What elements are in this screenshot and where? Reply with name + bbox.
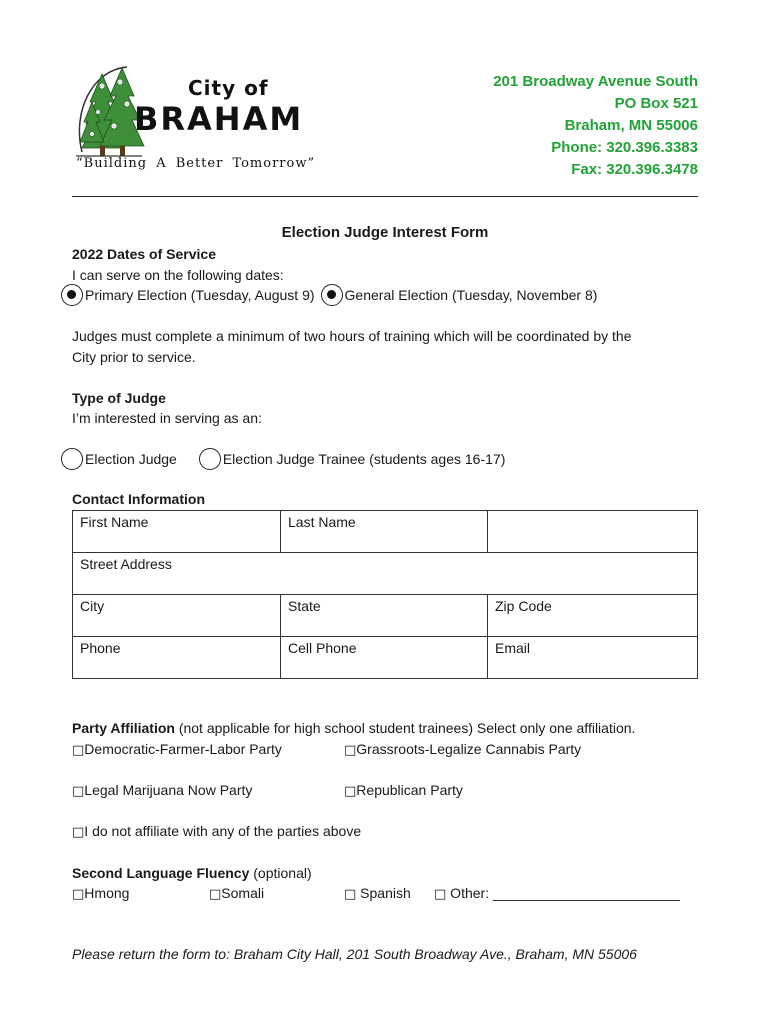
judge-type-options (61, 448, 505, 470)
form-title: Election Judge Interest Form (281, 224, 489, 241)
address-line-street: 201 Broadway Avenue South (493, 73, 698, 90)
checkbox-icon[interactable]: □ (72, 784, 85, 799)
address-line-city: Braham, MN 55006 (564, 117, 698, 134)
party-note: (not applicable for high school student trainees) Select only one affiliation. (174, 720, 636, 736)
language-option-somali[interactable] (209, 885, 264, 902)
table-row (73, 511, 698, 553)
party-option-label: Grassroots-Legalize Cannabis Party (356, 741, 582, 757)
address-line-fax: Fax: 320.396.3478 (571, 161, 698, 178)
zip-code-field[interactable]: Zip Code (488, 595, 698, 637)
city-field[interactable]: City (73, 595, 281, 637)
language-heading: Second Language Fluency (72, 865, 250, 881)
training-note (72, 326, 632, 368)
language-option-label: Spanish (356, 885, 411, 901)
city-address-block (493, 71, 698, 181)
checkbox-icon[interactable]: □ (209, 887, 222, 902)
checkbox-icon[interactable]: □ (72, 825, 85, 840)
phone-field[interactable]: Phone (73, 637, 281, 679)
training-note-line-2: City prior to service. (72, 349, 196, 365)
party-option-republican[interactable] (344, 782, 463, 799)
party-option-legal-marijuana[interactable] (72, 782, 252, 799)
party-option-grassroots[interactable] (344, 741, 581, 758)
checkbox-icon[interactable]: □ (434, 887, 447, 902)
primary-election-radio[interactable] (61, 284, 83, 306)
checkbox-icon[interactable]: □ (344, 743, 357, 758)
dates-heading: 2022 Dates of Service (72, 246, 216, 262)
dates-options (61, 284, 597, 306)
language-option-label: Hmong (84, 885, 130, 901)
address-line-phone: Phone: 320.396.3383 (551, 139, 698, 156)
language-option-other[interactable] (434, 885, 680, 902)
election-judge-trainee-label: Election Judge Trainee (students ages 16-17) (222, 451, 506, 467)
judge-type-intro: I’m interested in serving as an: (72, 410, 262, 426)
table-row (73, 595, 698, 637)
blank-field[interactable] (488, 511, 698, 553)
language-option-label: Somali (221, 885, 265, 901)
first-name-field[interactable]: First Name (73, 511, 281, 553)
primary-election-label: Primary Election (Tuesday, August 9) (85, 287, 315, 303)
logo-city-of: City of (188, 76, 269, 100)
language-option-hmong[interactable] (72, 885, 129, 902)
language-option-label: Other: ________________________ (446, 885, 680, 901)
election-judge-label: Election Judge (85, 451, 177, 467)
last-name-field[interactable]: Last Name (281, 511, 488, 553)
checkbox-icon[interactable]: □ (344, 887, 357, 902)
return-instructions: Please return the form to: Braham City Hall, 201 South Broadway Ave., Braham, MN 55006 (72, 946, 637, 962)
election-judge-radio[interactable] (61, 448, 83, 470)
party-option-label: Democratic-Farmer-Labor Party (84, 741, 282, 757)
language-note: (optional) (249, 865, 312, 881)
language-heading-line (72, 865, 312, 881)
header-divider (72, 196, 698, 197)
address-line-po-box: PO Box 521 (614, 95, 698, 112)
general-election-radio[interactable] (321, 284, 343, 306)
dates-intro: I can serve on the following dates: (72, 267, 284, 283)
party-option-dfl[interactable] (72, 741, 282, 758)
logo-city-name: BRAHAM (134, 100, 304, 138)
street-address-field[interactable]: Street Address (73, 553, 698, 595)
email-field[interactable]: Email (488, 637, 698, 679)
party-option-label: Republican Party (356, 782, 463, 798)
checkbox-icon[interactable]: □ (344, 784, 357, 799)
checkbox-icon[interactable]: □ (72, 743, 85, 758)
table-row (73, 553, 698, 595)
cell-phone-field[interactable]: Cell Phone (281, 637, 488, 679)
language-option-spanish[interactable] (344, 885, 411, 902)
table-row (73, 637, 698, 679)
party-heading: Party Affiliation (72, 720, 175, 736)
checkbox-icon[interactable]: □ (72, 887, 85, 902)
party-option-label: I do not affiliate with any of the parties above (84, 823, 362, 839)
state-field[interactable]: State (281, 595, 488, 637)
party-option-label: Legal Marijuana Now Party (84, 782, 253, 798)
party-option-none[interactable] (72, 823, 361, 840)
general-election-label: General Election (Tuesday, November 8) (344, 287, 598, 303)
contact-table (72, 510, 698, 679)
party-heading-line (72, 720, 635, 736)
logo-tagline: “Building A Better Tomorrow” (76, 156, 316, 171)
training-note-line-1: Judges must complete a minimum of two hours of training which will be coordinated by the (72, 328, 632, 344)
election-judge-trainee-radio[interactable] (199, 448, 221, 470)
contact-heading: Contact Information (72, 491, 205, 507)
judge-type-heading: Type of Judge (72, 390, 166, 406)
